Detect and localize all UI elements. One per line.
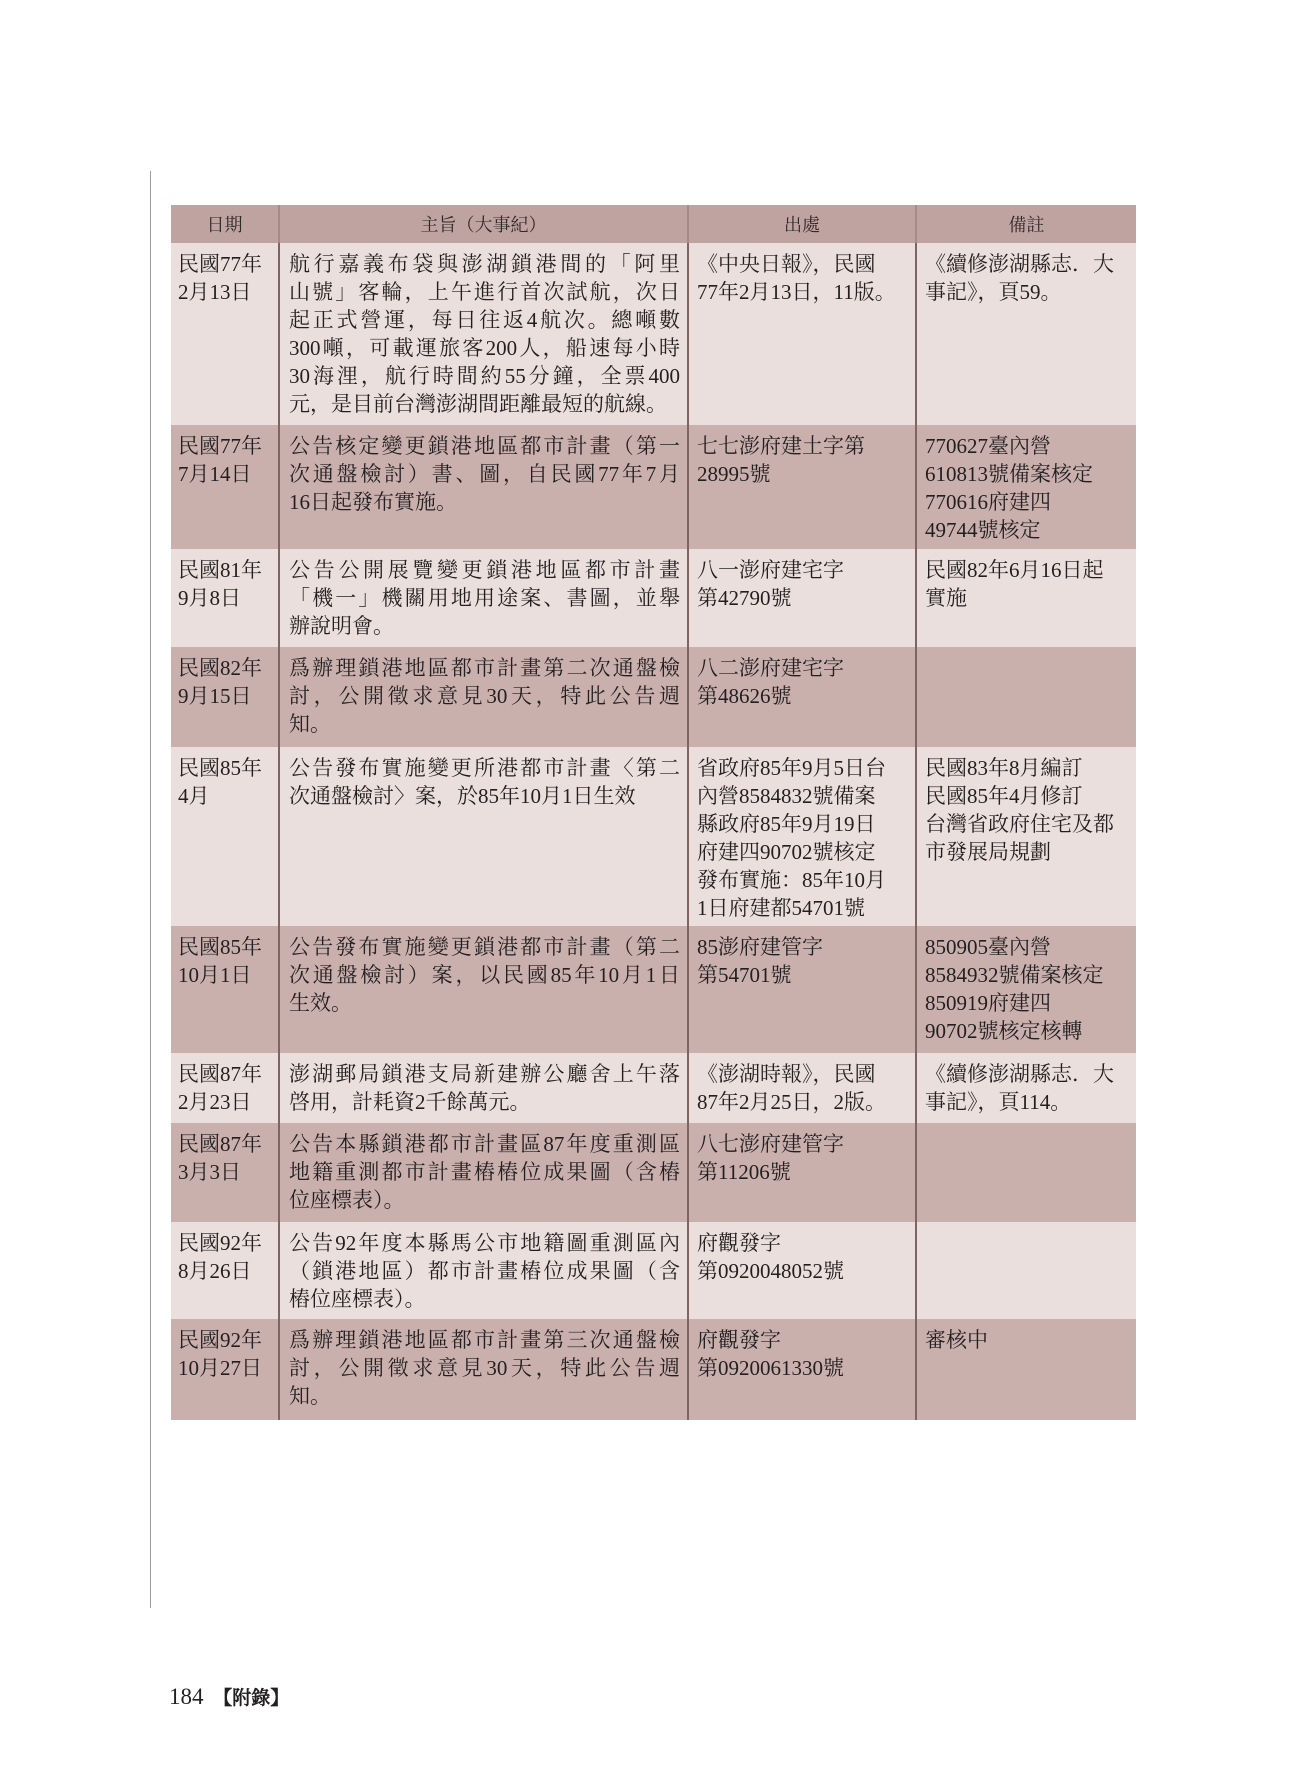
header-date: 日期 [171, 205, 279, 243]
note-line: 《續修澎湖縣志．大 [925, 1062, 1114, 1086]
note-cell [916, 1222, 1136, 1319]
subject-cell [279, 926, 688, 1053]
note-cell [916, 1123, 1136, 1222]
source-line: 縣政府85年9月19日 [697, 812, 876, 836]
subject-line: 公告本縣鎖港都市計畫區87年度重測區 [289, 1132, 680, 1156]
source-line: 《中央日報》，民國 [697, 252, 876, 276]
source-line: 府建四90702號核定 [697, 840, 876, 864]
subject-line: 知。 [289, 1384, 331, 1408]
subject-line: 山號」客輪，上午進行首次試航，次日 [289, 280, 680, 304]
source-line: 77年2月13日，11版。 [697, 280, 896, 304]
subject-line: 公告92年度本縣馬公市地籍圖重測區內 [289, 1231, 680, 1255]
note-cell [916, 243, 1136, 425]
source-line: 《澎湖時報》，民國 [697, 1062, 876, 1086]
date-line: 民國77年 [178, 252, 262, 276]
subject-cell [279, 747, 688, 926]
subject-line: 「機一」機關用地用途案、書圖，並舉 [289, 586, 680, 610]
source-line: 第0920061330號 [697, 1356, 844, 1380]
source-line: 府觀發字 [697, 1231, 781, 1255]
note-line: 民國85年4月修訂 [925, 784, 1083, 808]
subject-line: 起正式營運，每日往返4航次。總噸數 [289, 308, 680, 332]
source-line: 內營8584832號備案 [697, 784, 876, 808]
note-cell [916, 647, 1136, 747]
source-line: 八二澎府建宅字 [697, 656, 844, 680]
date-cell [171, 926, 279, 1053]
table-row [171, 1053, 1136, 1123]
table-row [171, 243, 1136, 425]
subject-line: 啓用，計耗資2千餘萬元。 [289, 1090, 531, 1114]
date-line: 民國92年 [178, 1231, 262, 1255]
subject-line: 公告發布實施變更所港都市計畫〈第二 [289, 756, 680, 780]
note-cell [916, 747, 1136, 926]
chronology-table [171, 205, 1136, 1420]
table-body [171, 243, 1136, 1420]
source-line: 第42790號 [697, 586, 792, 610]
date-line: 2月23日 [178, 1090, 252, 1114]
note-line: 610813號備案核定 [925, 462, 1093, 486]
source-cell [688, 243, 916, 425]
source-line: 省政府85年9月5日台 [697, 756, 886, 780]
note-line: 850905臺內營 [925, 935, 1051, 959]
note-cell [916, 1319, 1136, 1420]
subject-line: 公告發布實施變更鎖港都市計畫（第二 [289, 935, 680, 959]
table-row [171, 1222, 1136, 1319]
source-line: 第48626號 [697, 684, 792, 708]
subject-line: 辦說明會。 [289, 614, 394, 638]
note-line: 台灣省政府住宅及都 [925, 812, 1114, 836]
subject-line: 次通盤檢討）書、圖，自民國77年7月 [289, 462, 680, 486]
note-line: 49744號核定 [925, 518, 1041, 542]
subject-cell [279, 1053, 688, 1123]
date-cell [171, 647, 279, 747]
subject-line: 元，是目前台灣澎湖間距離最短的航線。 [289, 392, 667, 416]
note-line: 8584932號備案核定 [925, 963, 1104, 987]
subject-line: 300噸，可載運旅客200人，船速每小時 [289, 336, 680, 360]
subject-cell [279, 1222, 688, 1319]
note-line: 實施 [925, 586, 967, 610]
note-line: 事記》，頁114。 [925, 1090, 1072, 1114]
date-line: 8月26日 [178, 1259, 252, 1283]
source-line: 八一澎府建宅字 [697, 558, 844, 582]
subject-line: 地籍重測都市計畫樁樁位成果圖（含樁 [289, 1160, 680, 1184]
source-line: 第11206號 [697, 1160, 791, 1184]
subject-line: 位座標表）。 [289, 1188, 405, 1212]
subject-line: 樁位座標表）。 [289, 1287, 426, 1311]
table-row [171, 747, 1136, 926]
subject-cell [279, 549, 688, 647]
source-line: 第0920048052號 [697, 1259, 844, 1283]
date-line: 10月1日 [178, 963, 252, 987]
date-cell [171, 1123, 279, 1222]
source-cell [688, 549, 916, 647]
source-line: 28995號 [697, 462, 771, 486]
date-cell [171, 425, 279, 549]
source-cell [688, 425, 916, 549]
source-line: 八七澎府建管字 [697, 1132, 844, 1156]
date-cell [171, 1053, 279, 1123]
page-footer [169, 1682, 289, 1714]
subject-line: 生效。 [289, 991, 352, 1015]
date-line: 民國92年 [178, 1328, 262, 1352]
section-label: 【附錄】 [213, 1688, 290, 1709]
note-line: 審核中 [925, 1328, 988, 1352]
date-cell [171, 1222, 279, 1319]
subject-line: 爲辦理鎖港地區都市計畫第二次通盤檢 [289, 656, 680, 680]
header-note: 備註 [916, 205, 1136, 243]
subject-line: 澎湖郵局鎖港支局新建辦公廳舍上午落 [289, 1062, 680, 1086]
source-cell [688, 747, 916, 926]
table-row [171, 1123, 1136, 1222]
date-line: 民國77年 [178, 434, 262, 458]
table-row [171, 647, 1136, 747]
source-cell [688, 1053, 916, 1123]
date-line: 民國87年 [178, 1132, 262, 1156]
date-line: 民國85年 [178, 935, 262, 959]
subject-line: 爲辦理鎖港地區都市計畫第三次通盤檢 [289, 1328, 680, 1352]
subject-line: 公告核定變更鎖港地區都市計畫（第一 [289, 434, 680, 458]
date-line: 4月 [178, 784, 210, 808]
note-line: 770616府建四 [925, 490, 1051, 514]
note-cell [916, 1053, 1136, 1123]
note-line: 事記》，頁59。 [925, 280, 1062, 304]
source-line: 第54701號 [697, 963, 792, 987]
header-row [171, 205, 1136, 243]
source-cell [688, 1123, 916, 1222]
note-line: 市發展局規劃 [925, 840, 1051, 864]
subject-line: 30海浬，航行時間約55分鐘，全票400 [289, 364, 680, 388]
subject-line: 知。 [289, 712, 331, 736]
subject-line: 次通盤檢討）案，以民國85年10月1日 [289, 963, 680, 987]
date-line: 9月15日 [178, 684, 252, 708]
date-line: 2月13日 [178, 280, 252, 304]
date-cell [171, 549, 279, 647]
table-row [171, 1319, 1136, 1420]
page-number: 184 [169, 1684, 204, 1709]
date-line: 7月14日 [178, 462, 252, 486]
date-cell [171, 243, 279, 425]
source-line: 87年2月25日，2版。 [697, 1090, 886, 1114]
header-subject: 主旨（大事紀） [279, 205, 688, 243]
note-line: 《續修澎湖縣志．大 [925, 252, 1114, 276]
source-line: 1日府建都54701號 [697, 896, 865, 920]
subject-line: 航行嘉義布袋與澎湖鎖港間的「阿里 [289, 252, 680, 276]
subject-cell [279, 425, 688, 549]
date-cell [171, 747, 279, 926]
source-line: 府觀發字 [697, 1328, 781, 1352]
note-line: 850919府建四 [925, 991, 1051, 1015]
source-cell [688, 647, 916, 747]
date-line: 3月3日 [178, 1160, 241, 1184]
subject-line: （鎖港地區）都市計畫樁位成果圖（含 [289, 1259, 680, 1283]
header-source: 出處 [688, 205, 916, 243]
note-cell [916, 549, 1136, 647]
table-row [171, 926, 1136, 1053]
note-line: 民國82年6月16日起 [925, 558, 1104, 582]
subject-cell [279, 1319, 688, 1420]
source-cell [688, 926, 916, 1053]
note-cell [916, 425, 1136, 549]
date-line: 10月27日 [178, 1356, 262, 1380]
date-line: 9月8日 [178, 586, 241, 610]
subject-line: 討，公開徵求意見30天，特此公告週 [289, 684, 680, 708]
source-cell [688, 1222, 916, 1319]
source-cell [688, 1319, 916, 1420]
subject-cell [279, 243, 688, 425]
subject-cell [279, 1123, 688, 1222]
date-cell [171, 1319, 279, 1420]
page-margin-rule [150, 171, 151, 1608]
note-cell [916, 926, 1136, 1053]
subject-line: 討，公開徵求意見30天，特此公告週 [289, 1356, 680, 1380]
subject-line: 次通盤檢討〉案，於85年10月1日生效 [289, 784, 636, 808]
source-line: 七七澎府建土字第 [697, 434, 865, 458]
date-line: 民國85年 [178, 756, 262, 780]
table-row [171, 425, 1136, 549]
source-line: 85澎府建管字 [697, 935, 823, 959]
note-line: 770627臺內營 [925, 434, 1051, 458]
subject-line: 公告公開展覽變更鎖港地區都市計畫 [289, 558, 680, 582]
date-line: 民國82年 [178, 656, 262, 680]
date-line: 民國87年 [178, 1062, 262, 1086]
table-row [171, 549, 1136, 647]
table-header [171, 205, 1136, 243]
note-line: 90702號核定核轉 [925, 1019, 1083, 1043]
date-line: 民國81年 [178, 558, 262, 582]
source-line: 發布實施：85年10月 [697, 868, 886, 892]
subject-cell [279, 647, 688, 747]
note-line: 民國83年8月編訂 [925, 756, 1083, 780]
subject-line: 16日起發布實施。 [289, 490, 457, 514]
